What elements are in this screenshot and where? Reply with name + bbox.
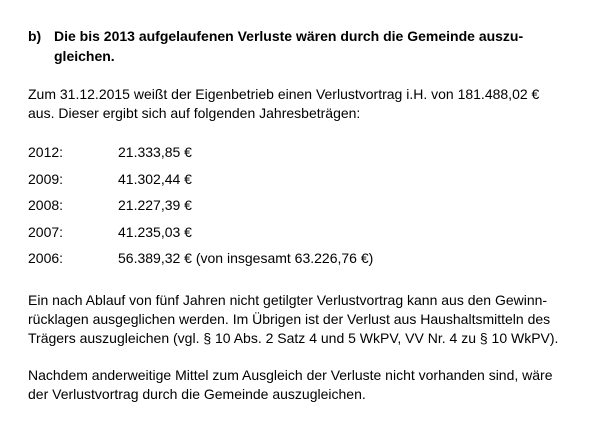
intro-line: Zum 31.12.2015 weißt der Eigenbetrieb einen Verlustvortrag i.H. von 181.488,02 € — [28, 86, 540, 102]
intro-line: aus. Dieser ergibt sich auf folgenden Jahresbeträgen: — [28, 105, 361, 121]
loss-amount: 21.227,39 € — [118, 197, 192, 213]
rule-line: Trägers auszugleichen (vgl. § 10 Abs. 2 Satz 4 und 5 WkPV, VV Nr. 4 zu § 10 WkPV). — [28, 330, 559, 346]
loss-amount: 21.333,85 € — [118, 144, 192, 160]
section-title — [54, 26, 564, 66]
loss-amount: 41.235,03 € — [118, 223, 192, 240]
loss-amount: 56.389,32 € (von insgesamt 63.226,76 €) — [118, 250, 374, 266]
conclusion-line: Nachdem anderweitige Mittel zum Ausgleich der Verluste nicht vorhanden sind, wäre — [28, 367, 553, 383]
rule-paragraph — [28, 291, 573, 348]
loss-row — [28, 222, 573, 249]
conclusion-line: der Verlustvortrag durch die Gemeinde auszugleichen. — [28, 386, 366, 402]
loss-year: 2007: — [28, 223, 64, 240]
section-marker: b) — [28, 28, 42, 44]
loss-row — [28, 195, 573, 222]
loss-year: 2006: — [28, 250, 64, 266]
section-title-line: gleichen. — [54, 48, 115, 64]
loss-year: 2012: — [28, 144, 64, 160]
loss-row — [28, 169, 573, 196]
loss-row — [28, 142, 573, 169]
conclusion-paragraph — [28, 366, 573, 404]
loss-amount: 41.302,44 € — [118, 170, 192, 187]
intro-paragraph — [28, 85, 573, 123]
loss-year: 2008: — [28, 197, 64, 213]
rule-line: rücklagen ausgeglichen werden. Im Übrigen ist der Verlust aus Haushaltsmitteln des — [28, 311, 551, 327]
loss-table — [28, 142, 573, 275]
loss-year: 2009: — [28, 170, 64, 187]
rule-line: Ein nach Ablauf von fünf Jahren nicht getilgter Verlustvortrag kann aus den Gewinn- — [28, 292, 548, 308]
section-title-line: Die bis 2013 aufgelaufenen Verluste wären durch die Gemeinde auszu- — [54, 28, 524, 44]
loss-row — [28, 248, 573, 275]
